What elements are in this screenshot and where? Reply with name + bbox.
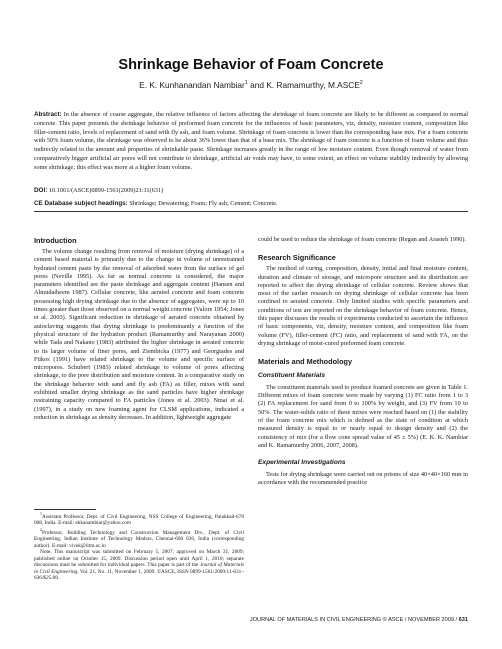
page-number: 631 <box>458 617 468 623</box>
journal-name: Journal of Materials in Civil Engineering <box>34 562 244 575</box>
author-1: E. K. Kunhanandan Nambiar <box>139 80 245 90</box>
subject-value: Shrinkage; Dewatering; Foam; Fly ash; Cement; Concrete. <box>129 200 278 207</box>
page-footer <box>250 617 468 623</box>
footnotes <box>34 511 244 582</box>
right-column <box>258 236 468 487</box>
research-significance-text: The method of curing, composition, density, initial and final moisture content, duration and climate of storage, and micropore structure and its distribution are reported to affect the drying shrinkage of cellular concrete. Review shows that most of the earlier research on drying shrinkage of cellular concrete has been confined to aerated concrete. Only limited studies with specific parameters and conditions of test are reported on the shrinkage behavior of foam concrete. Hence, this paper discusses the results of experiments conducted to ascertain the influence of basic components, viz, density, moisture content, and composition like foam volume (FV), filler-cement (FC) ratio, and replacement of sand with FA, on the drying shrinkage of moist-cured preformed foam concrete. <box>258 265 468 347</box>
experimental-investigations-text: Tests for drying shrinkage were carried out on prisms of size 40×40×160 mm in accordance with the recommended practice <box>258 470 468 486</box>
footnote-divider <box>34 509 96 510</box>
author-connector: and <box>247 80 267 90</box>
author-2-mark: 2 <box>359 80 363 87</box>
introduction-heading: Introduction <box>34 236 77 245</box>
author-2: K. Ramamurthy, M.ASCE <box>266 80 360 90</box>
header-divider <box>34 211 468 212</box>
continued-paragraph: could be used to reduce the shrinkage of foam concrete (Regan and Arasteh 1990). <box>258 236 467 243</box>
doi-label: DOI: <box>34 187 48 194</box>
abstract-text: In the absence of coarse aggregate, the relative influence of factors affecting the shrinkage of foam concrete are likely to be different as compared to normal concrete. This paper presents the shrinkage behavior of preformed foam concrete for the influences of basic parameters, viz, density, moisture content, composition like filler-cement ratio, levels of replacement of sand with fly ash, and foam volume. Shrinkage of foam concrete is lower than the corresponding base mix. For a foam concrete with 50% foam volume, the shrinkage was observed to be about 36% lower than that of a base mix. The shrinkage of foam concrete is a function of foam volume and thus indirectly related to the amount and properties of shrinkable paste. Shrinkage increases greatly in the range of low moisture content. Even though removal of water from comparatively bigger artificial air pores will not contribute to shrinkage, artificial air voids may have, to some extent, an effect on volume stability indirectly by allowing some shrinkage; this effect was more at a higher foam volume. <box>34 111 469 171</box>
materials-methodology-heading: Materials and Methodology <box>258 357 353 367</box>
introduction-paragraph: The volume change resulting from removal of moisture (drying shrinkage) of a cement based material is primarily due to the change in volume of unrestrained hydrated cement paste by the removal of adsorbed water from the surface of gel pores (Neville 1995). As far as normal concrete is considered, the major parameters identified are the paste shrinkage and aggregate content (Hansen and Almudaiheem 1987). Cellular concrete, like aerated concrete and foam concrete possessing high drying shrinkage due to the absence of aggregates, were up to 10 times greater than those observed on a normal weight concrete (Valore 1954; Jones et al. 2003). Significant reduction in shrinkage of aerated concrete obtained by autoclaving suggests that drying shrinkage is predominantly a function of the physical structure of the hydration product (Ramamurthy and Narayanan 2000) while Tada and Nakano (1983) attributed the higher shrinkage in aerated concrete to its larger volume of finer pores, and Ziembicka (1977) and Georgiades and Ftikos (1991) have related shrinkage to the volume and specific surface of micropores. Schubert (1983) related shrinkage to volume of pores affecting shrinkage, to the pore distribution and moisture content. In a comparative study on the shrinkage behavior with sand and fly ash (FA) as filler, mixes with sand exhibited smaller drying shrinkage as the sand particles have higher shrinkage restraining capacity compared to FA particles (Jones et al. 2003). Nmai et al. (1997), in a study on new foaming agent for CLSM applications, indicated a reduction in shrinkage as density decreases. In addition, lightweight aggregate <box>34 248 244 421</box>
subject-label: CE Database subject headings: <box>34 200 128 207</box>
author-1-mark: 1 <box>244 80 248 87</box>
subject-headings <box>34 200 468 209</box>
doi-value[interactable]: 10.1061/(ASCE)0899-1561(2009)21:11(631) <box>48 187 164 194</box>
constituent-materials-text: The constituent materials used to produce foamed concrete are given in Table 1. Different mixes of foam concrete were made by varying (1) FC ratio from 1 to 3 (2) FA replacement for sand from 0 to 100% by weight, and (3) FV from 10 to 50%. The water-solids ratio of these mixes were reached based on (1) the stability of the foam concrete mix which is defined as the state of condition at which measured density is equal to or nearly equal to design density and (2) the consistency of mix (for a flow cone spread value of 45 ± 5%) (E. K. K. Nambiar and K. Ramamurthy 2006, 2007, 2008). <box>258 383 468 449</box>
left-column <box>34 236 244 422</box>
doi-line <box>34 187 468 196</box>
footnote-2: $^2$Professor, Building Technology and Construction Management Div., Dept. of Civil Engineering, Indian Institute of Technology Madras, Chennai-600 036, India (corresponding author). E-mail: vivek@iitm.ac.in <box>34 526 244 549</box>
abstract <box>34 111 468 172</box>
footer-journal: JOURNAL OF MATERIALS IN CIVIL ENGINEERING © ASCE / NOVEMBER 2009 / <box>249 617 459 623</box>
experimental-investigations-heading: Experimental Investigations <box>258 459 346 467</box>
abstract-label: Abstract: <box>34 111 62 118</box>
submission-note: Note. This manuscript was submitted on February 5, 2007; approved on March 31, 2009; published online on October 15, 2009. Discussion period open until April 1, 2010; separate discussions must be submitted for individual papers. This paper is part of the Journal of Materials in Civil Engineering, Vol. 21, No. 11, November 1, 2009. ©ASCE, ISSN 0899-1561/2009/11-631–636/$25.00. <box>34 549 244 582</box>
research-significance-heading: Research Significance <box>258 253 336 263</box>
constituent-materials-heading: Constituent Materials <box>258 372 326 380</box>
author-line <box>0 80 502 90</box>
footnote-1: $^1$Assistant Professor, Dept. of Civil Engineering, NSS College of Engineering, Palakkad-678 008, India. E-mail: ekkanambiar@yahoo.com <box>34 511 244 527</box>
paper-title: Shrinkage Behavior of Foam Concrete <box>118 57 384 73</box>
